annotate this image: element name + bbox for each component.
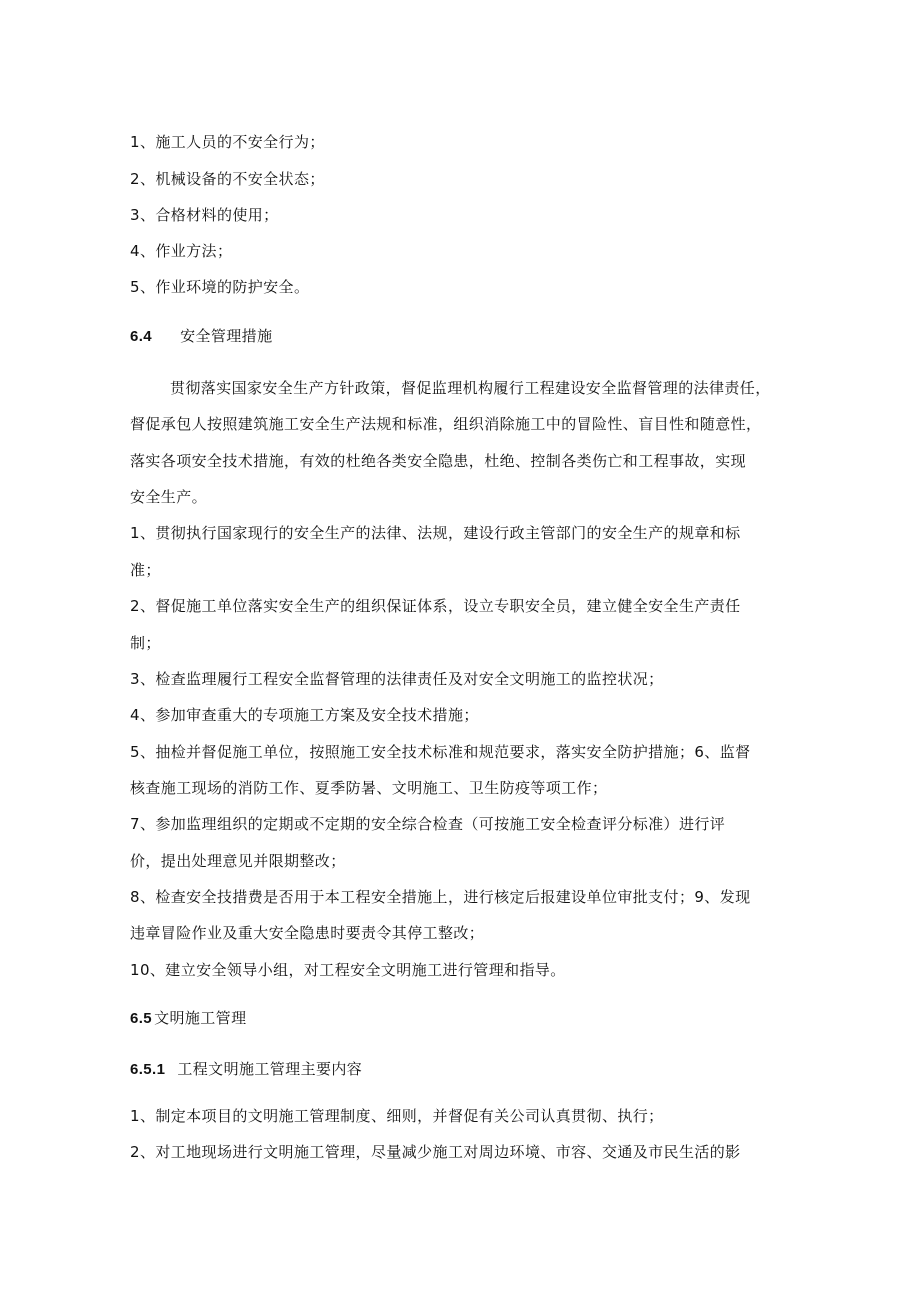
list-item: 制； [130, 634, 161, 652]
section-heading-6-5-1 [130, 1059, 362, 1080]
list-item: 5、抽检并督促施工单位，按照施工安全技术标准和规范要求，落实安全防护措施；6、监督 [130, 743, 751, 761]
list-item: 4、参加审查重大的专项施工方案及安全技术措施； [130, 706, 479, 724]
section-number: 6.5 [130, 1010, 153, 1027]
list-item: 3、合格材料的使用； [130, 206, 279, 224]
paragraph-line: 督促承包人按照建筑施工安全生产法规和标准，组织消除施工中的冒险性、盲目性和随意性， [130, 415, 762, 433]
paragraph-line: 贯彻落实国家安全生产方针政策，督促监理机构履行工程建设安全监督管理的法律责任， [170, 379, 771, 397]
list-item: 价，提出处理意见并限期整改； [130, 852, 346, 870]
list-item: 7、参加监理组织的定期或不定期的安全综合检查（可按施工安全检查评分标准）进行评 [130, 815, 726, 833]
list-item: 1、施工人员的不安全行为； [130, 133, 325, 151]
list-item-10 [130, 960, 566, 980]
list-item: 2、对工地现场进行文明施工管理，尽量减少施工对周边环境、市容、交通及市民生活的影 [130, 1143, 741, 1161]
section-number: 6.4 [130, 328, 153, 345]
list-item: 准； [130, 561, 161, 579]
list-item: 3、检查监理履行工程安全监督管理的法律责任及对安全文明施工的监控状况； [130, 670, 664, 688]
section-title: 文明施工管理 [154, 1009, 247, 1027]
list-item: 1、制定本项目的文明施工管理制度、细则，并督促有关公司认真贯彻、执行； [130, 1107, 664, 1125]
section-title: 工程文明施工管理主要内容 [177, 1060, 363, 1078]
list-item: 2、机械设备的不安全状态； [130, 170, 325, 188]
list-item: 1、贯彻执行国家现行的安全生产的法律、法规，建设行政主管部门的安全生产的规章和标 [130, 524, 741, 542]
paragraph-line: 安全生产。 [130, 488, 208, 506]
list-item: 违章冒险作业及重大安全隐患时要责令其停工整改； [130, 924, 485, 942]
section-heading-6-4 [130, 326, 272, 347]
list-item: 8、检查安全技措费是否用于本工程安全措施上，进行核定后报建设单位审批支付；9、发现 [130, 888, 751, 906]
list-item: 5、作业环境的防护安全。 [130, 278, 310, 296]
list-item: 2、督促施工单位落实安全生产的组织保证体系，设立专职安全员，建立健全安全生产责任 [130, 597, 741, 615]
list-item-text: 建立安全领导小组，对工程安全文明施工进行管理和指导。 [165, 961, 566, 979]
list-item-number: 10、 [130, 961, 166, 979]
section-title: 安全管理措施 [180, 327, 273, 345]
list-item: 4、作业方法； [130, 242, 233, 260]
list-item: 核查施工现场的消防工作、夏季防暑、文明施工、卫生防疫等项工作； [130, 779, 608, 797]
paragraph-line: 落实各项安全技术措施，有效的杜绝各类安全隐患，杜绝、控制各类伤亡和工程事故，实现 [130, 452, 747, 470]
section-number: 6.5.1 [130, 1061, 166, 1078]
section-heading-6-5 [130, 1008, 246, 1029]
